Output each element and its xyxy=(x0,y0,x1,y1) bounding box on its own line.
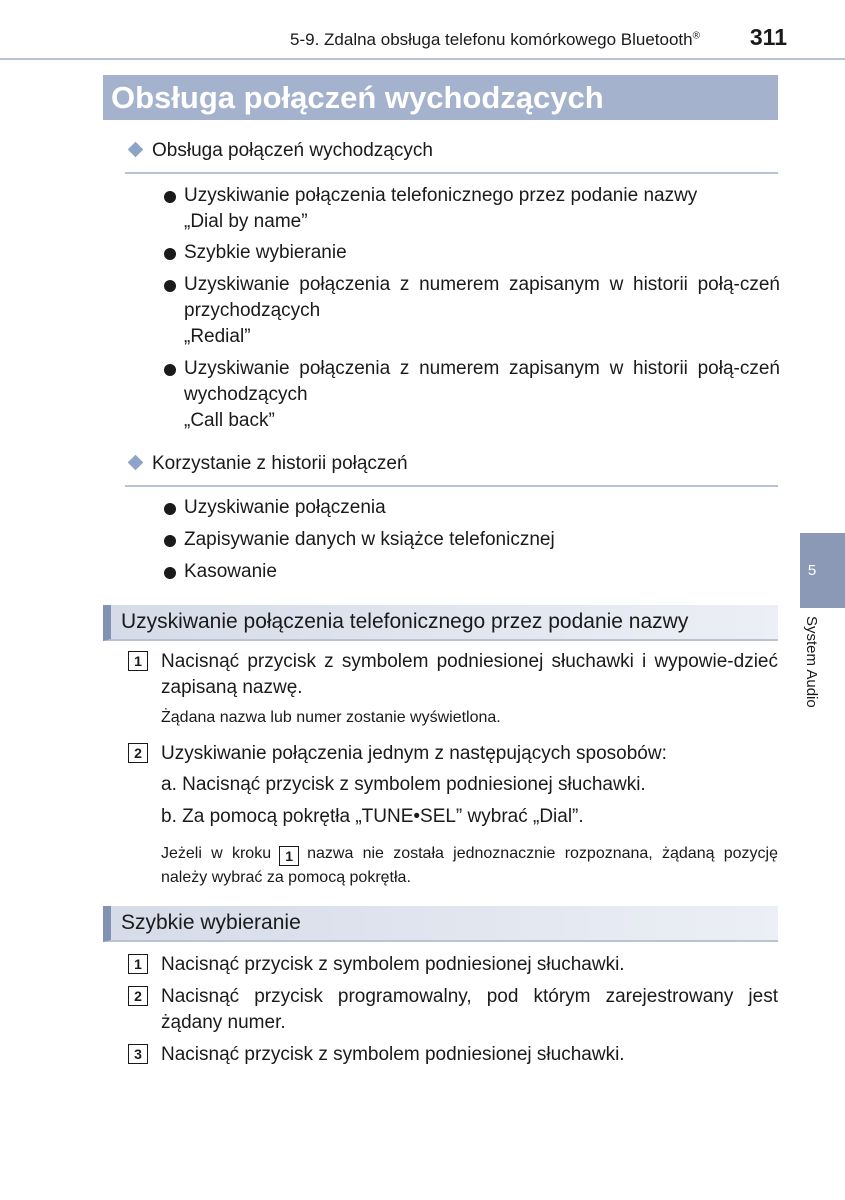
step-item: 2 Uzyskiwanie połączenia jednym z następujących sposobów: xyxy=(128,741,778,767)
bullet-dot-icon xyxy=(164,248,176,260)
diamond-bullet-icon xyxy=(128,142,144,158)
step-item: 2 Nacisnąć przycisk programowalny, pod którym zarejestrowany jest żądany numer. xyxy=(128,984,778,1036)
section-heading: Szybkie wybieranie xyxy=(103,906,778,942)
step-number: 3 xyxy=(128,1044,148,1064)
list-item: Uzyskiwanie połączenia z numerem zapisanym w historii połą-czeń wychodzących „Call back” xyxy=(160,356,780,434)
overview-heading: Korzystanie z historii połączeń xyxy=(127,453,408,475)
step-number: 2 xyxy=(128,986,148,1006)
step-option: b. Za pomocą pokrętła „TUNE•SEL” wybrać „Dial”. xyxy=(161,806,584,827)
list-item: Uzyskiwanie połączenia xyxy=(160,495,780,521)
step-note: Żądana nazwa lub numer zostanie wyświetlona. xyxy=(161,709,501,726)
bullet-dot-icon xyxy=(164,191,176,203)
page-title: Obsługa połączeń wychodzących xyxy=(103,75,778,120)
list-item: Uzyskiwanie połączenia z numerem zapisanym w historii połą-czeń przychodzących „Redial” xyxy=(160,272,780,350)
list-item: Szybkie wybieranie xyxy=(160,240,780,266)
bullet-dot-icon xyxy=(164,567,176,579)
list-item: Uzyskiwanie połączenia telefonicznego przez podanie nazwy „Dial by name” xyxy=(160,183,780,235)
step-number: 1 xyxy=(128,954,148,974)
step-item: 1 Nacisnąć przycisk z symbolem podniesionej słuchawki i wypowie-dzieć zapisaną nazwę. xyxy=(128,649,778,701)
bullet-dot-icon xyxy=(164,364,176,376)
page-number: 311 xyxy=(749,24,787,50)
step-item: 3 Nacisnąć przycisk z symbolem podniesionej słuchawki. xyxy=(128,1042,778,1068)
chapter-label: System Audio xyxy=(803,616,820,708)
step-number: 1 xyxy=(128,651,148,671)
list-item: Zapisywanie danych w książce telefonicznej xyxy=(160,527,780,553)
step-option: a. Nacisnąć przycisk z symbolem podniesionej słuchawki. xyxy=(161,774,646,795)
section-heading: Uzyskiwanie połączenia telefonicznego przez podanie nazwy xyxy=(103,605,778,641)
bullet-dot-icon xyxy=(164,280,176,292)
list-item: Kasowanie xyxy=(160,559,780,585)
diamond-bullet-icon xyxy=(128,455,144,471)
heading-rule xyxy=(125,172,778,174)
step-number: 2 xyxy=(128,743,148,763)
chapter-number: 5 xyxy=(807,562,817,579)
bullet-dot-icon xyxy=(164,503,176,515)
overview-heading: Obsługa połączeń wychodzących xyxy=(127,140,433,162)
step-item: 1 Nacisnąć przycisk z symbolem podniesionej słuchawki. xyxy=(128,952,778,978)
header-rule xyxy=(0,58,845,60)
heading-rule xyxy=(125,485,778,487)
bullet-dot-icon xyxy=(164,535,176,547)
step-note: Jeżeli w kroku 1 nazwa nie została jednoznacznie rozpoznana, żądaną pozycję należy wybrać za pomocą pokrętła. xyxy=(161,845,778,886)
step-reference: 1 xyxy=(279,846,299,866)
running-header: 5-9. Zdalna obsługa telefonu komórkowego Bluetooth® xyxy=(290,30,700,49)
